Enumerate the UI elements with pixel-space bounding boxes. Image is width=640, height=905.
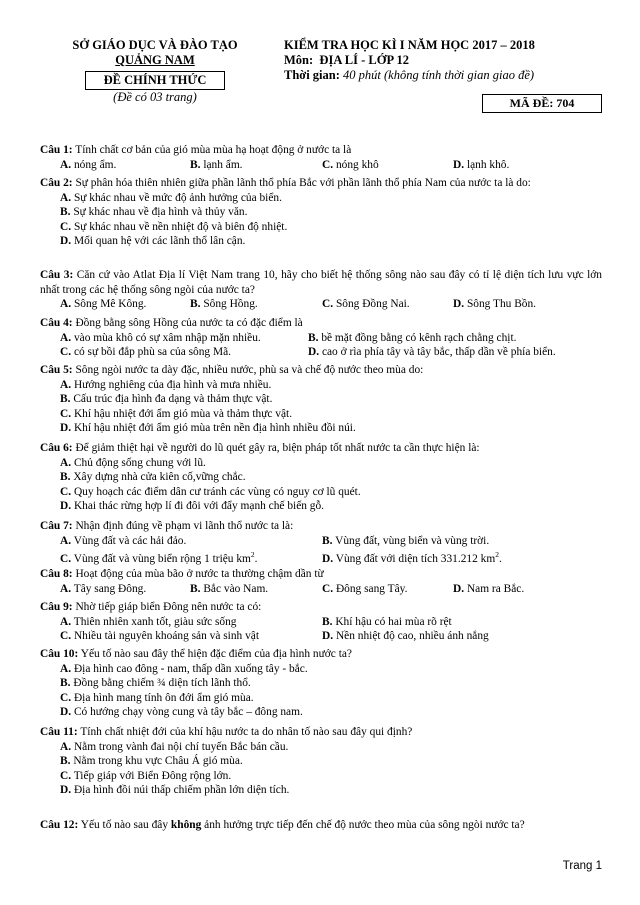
option-c[interactable]: C. nóng khô bbox=[322, 158, 379, 171]
option-c[interactable]: C. Sông Đồng Nai. bbox=[322, 298, 410, 310]
question-2 bbox=[40, 176, 602, 249]
option-c[interactable]: C. Đông sang Tây. bbox=[322, 582, 408, 595]
question-5 bbox=[40, 363, 602, 436]
question-number: Câu 11: bbox=[40, 726, 78, 738]
time-value: 40 phút (không tính thời gian giao đề) bbox=[343, 68, 535, 82]
option-a[interactable]: A. Thiên nhiên xanh tốt, giàu sức sống bbox=[60, 615, 237, 628]
exam-header bbox=[284, 38, 604, 83]
time-label: Thời gian: bbox=[284, 68, 340, 82]
question-8 bbox=[40, 567, 602, 596]
option-a[interactable]: A. Vùng đất và các hải đảo. bbox=[60, 534, 187, 547]
option-b[interactable]: B. Cấu trúc địa hình đa dạng và thảm thực vật. bbox=[60, 393, 273, 405]
option-b[interactable]: B. Khí hậu có hai mùa rõ rệt bbox=[322, 615, 452, 628]
question-stem-pre: Yếu tố nào sau đây bbox=[80, 819, 169, 831]
question-stem: Căn cứ vào Atlat Địa lí Việt Nam trang 10, hãy cho biết hệ thống sông nào sau đây có tỉ lệ diện tích lưu vực lớn nhất trong các hệ thống sông ngòi của nước ta? bbox=[40, 269, 602, 296]
question-number: Câu 3: bbox=[40, 269, 74, 281]
question-number: Câu 1: bbox=[40, 144, 73, 156]
time-line bbox=[284, 68, 604, 83]
option-d[interactable]: D. Nền nhiệt độ cao, nhiều ánh nắng bbox=[322, 630, 489, 642]
option-c[interactable]: C. Địa hình mang tính ôn đới ẩm gió mùa. bbox=[60, 691, 254, 704]
question-1 bbox=[40, 143, 602, 172]
question-stem: Tính chất nhiệt đới của khí hậu nước ta do nhân tố nào sau đây qui định? bbox=[80, 726, 413, 738]
question-3 bbox=[40, 268, 602, 312]
question-stem-emphasis: không bbox=[170, 819, 202, 831]
option-b[interactable]: B. Đồng bằng chiếm ¾ diện tích lãnh thổ. bbox=[60, 677, 251, 689]
option-d[interactable]: D. cao ở rìa phía tây và tây bắc, thấp dần về phía biển. bbox=[308, 346, 556, 358]
question-stem: Đồng bằng sông Hồng của nước ta có đặc điểm là bbox=[75, 317, 303, 329]
question-stem: Sông ngòi nước ta dày đặc, nhiều nước, phù sa và chế độ nước theo mùa do: bbox=[75, 364, 424, 376]
department-name: SỞ GIÁO DỤC VÀ ĐÀO TẠO bbox=[72, 38, 238, 52]
question-stem: Nhờ tiếp giáp biển Đông nên nước ta có: bbox=[75, 601, 262, 613]
option-c[interactable]: C. Vùng đất và vùng biển rộng 1 triệu $km^2$. bbox=[60, 550, 258, 565]
option-d[interactable]: D. Khai thác rừng hợp lí đi đôi với đẩy mạnh chế biến gỗ. bbox=[60, 500, 325, 512]
option-b[interactable]: B. Bắc vào Nam. bbox=[190, 582, 269, 595]
question-number: Câu 4: bbox=[40, 317, 73, 329]
subject-label: Môn: bbox=[284, 53, 314, 67]
option-d[interactable]: D. lạnh khô. bbox=[453, 158, 510, 171]
option-b[interactable]: B. Xây dựng nhà cửa kiên cố,vững chắc. bbox=[60, 471, 246, 483]
question-11 bbox=[40, 725, 602, 798]
option-a[interactable]: A. Chủ động sống chung với lũ. bbox=[60, 456, 206, 469]
option-d[interactable]: D. Sông Thu Bồn. bbox=[453, 298, 537, 310]
exam-title: KIỂM TRA HỌC KÌ I NĂM HỌC 2017 – 2018 bbox=[284, 38, 535, 52]
question-stem: Nhận định đúng về phạm vi lãnh thổ nước ta là: bbox=[75, 520, 294, 532]
option-b[interactable]: B. Vùng đất, vùng biển và vùng trời. bbox=[322, 534, 490, 547]
question-number: Câu 12: bbox=[40, 819, 79, 831]
question-6 bbox=[40, 441, 602, 514]
option-c[interactable]: C. Tiếp giáp với Biển Đông rộng lớn. bbox=[60, 769, 232, 782]
option-d[interactable]: D. Có hướng chạy vòng cung và tây bắc – đông nam. bbox=[60, 706, 303, 718]
question-stem: Tính chất cơ bản của gió mùa mùa hạ hoạt động ở nước ta là bbox=[75, 144, 352, 156]
question-number: Câu 2: bbox=[40, 177, 73, 189]
option-a[interactable]: A. Hướng nghiêng của địa hình và mưa nhiều. bbox=[60, 378, 272, 391]
province-name: QUẢNG NAM bbox=[115, 53, 195, 67]
question-7 bbox=[40, 519, 602, 563]
option-c[interactable]: C. Khí hậu nhiệt đới ẩm gió mùa và thảm thực vật. bbox=[60, 407, 293, 420]
school-header bbox=[40, 38, 270, 105]
question-number: Câu 7: bbox=[40, 520, 73, 532]
option-c[interactable]: C. có sự bồi đắp phù sa của sông Mã. bbox=[60, 346, 232, 358]
question-stem: Để giảm thiệt hại về người do lũ quét gây ra, biện pháp tốt nhất nước ta cần thực hiện là: bbox=[75, 442, 480, 454]
question-number: Câu 10: bbox=[40, 648, 79, 660]
option-d[interactable]: D. Nam ra Bắc. bbox=[453, 582, 525, 595]
question-stem: Hoạt động của mùa bão ở nước ta thường chậm dần từ bbox=[75, 568, 324, 580]
question-9 bbox=[40, 600, 602, 644]
option-b[interactable]: B. bề mặt đồng bằng có kênh rạch chằng chịt. bbox=[308, 331, 517, 344]
option-c[interactable]: C. Quy hoạch các điểm dân cư tránh các vùng có nguy cơ lũ quét. bbox=[60, 485, 361, 498]
page-count-note: (Đề có 03 trang) bbox=[113, 90, 197, 104]
option-a[interactable]: A. vào mùa khô có sự xâm nhập mặn nhiều. bbox=[60, 331, 261, 344]
official-exam-label: ĐỀ CHÍNH THỨC bbox=[85, 71, 226, 90]
option-a[interactable]: A. Sự khác nhau về mức độ ảnh hưởng của biển. bbox=[60, 191, 282, 204]
option-d[interactable]: D. Địa hình đồi núi thấp chiếm phần lớn diện tích. bbox=[60, 784, 290, 796]
question-stem: Yếu tố nào sau đây thể hiện đặc điểm của địa hình nước ta? bbox=[80, 648, 352, 660]
page-number: Trang 1 bbox=[562, 860, 602, 872]
question-12 bbox=[40, 818, 602, 833]
option-a[interactable]: A. Sông Mê Kông. bbox=[60, 298, 147, 310]
option-d[interactable]: D. Khí hậu nhiệt đới ẩm gió mùa trên nền địa hình nhiều đồi núi. bbox=[60, 422, 356, 434]
subject-name: ĐỊA LÍ - LỚP 12 bbox=[319, 53, 410, 67]
option-a[interactable]: A. Nằm trong vành đai nội chí tuyến Bắc bán cầu. bbox=[60, 740, 289, 753]
option-a[interactable]: A. Tây sang Đông. bbox=[60, 582, 147, 595]
question-4 bbox=[40, 316, 602, 360]
question-10 bbox=[40, 647, 602, 720]
question-number: Câu 5: bbox=[40, 364, 73, 376]
option-b[interactable]: B. lạnh ẩm. bbox=[190, 158, 243, 171]
option-d[interactable]: D. Mối quan hệ với các lãnh thổ lân cận. bbox=[60, 235, 246, 247]
question-number: Câu 6: bbox=[40, 442, 73, 454]
question-stem: Sự phân hóa thiên nhiên giữa phần lãnh thổ phía Bắc với phần lãnh thổ phía Nam của nước ta là do: bbox=[75, 177, 531, 189]
option-b[interactable]: B. Sự khác nhau về địa hình và thủy văn. bbox=[60, 206, 248, 218]
option-d[interactable]: D. Vùng đất với diện tích 331.212 $km^2$. bbox=[322, 550, 502, 565]
exam-code-box: MÃ ĐỀ: 704 bbox=[482, 94, 602, 113]
option-b[interactable]: B. Nằm trong khu vực Châu Á gió mùa. bbox=[60, 755, 243, 767]
option-c[interactable]: C. Nhiều tài nguyên khoáng sản và sinh vật bbox=[60, 630, 259, 642]
question-number: Câu 9: bbox=[40, 601, 73, 613]
option-a[interactable]: A. nóng ẩm. bbox=[60, 158, 117, 171]
question-number: Câu 8: bbox=[40, 568, 73, 580]
question-stem-post: ảnh hưởng trực tiếp đến chế độ nước theo mùa của sông ngòi nước ta? bbox=[204, 819, 525, 831]
option-c[interactable]: C. Sự khác nhau về nền nhiệt độ và biên độ nhiệt. bbox=[60, 220, 288, 233]
option-b[interactable]: B. Sông Hồng. bbox=[190, 298, 258, 310]
option-a[interactable]: A. Địa hình cao đông - nam, thấp dần xuống tây - bắc. bbox=[60, 662, 308, 675]
subject-line bbox=[284, 53, 604, 68]
